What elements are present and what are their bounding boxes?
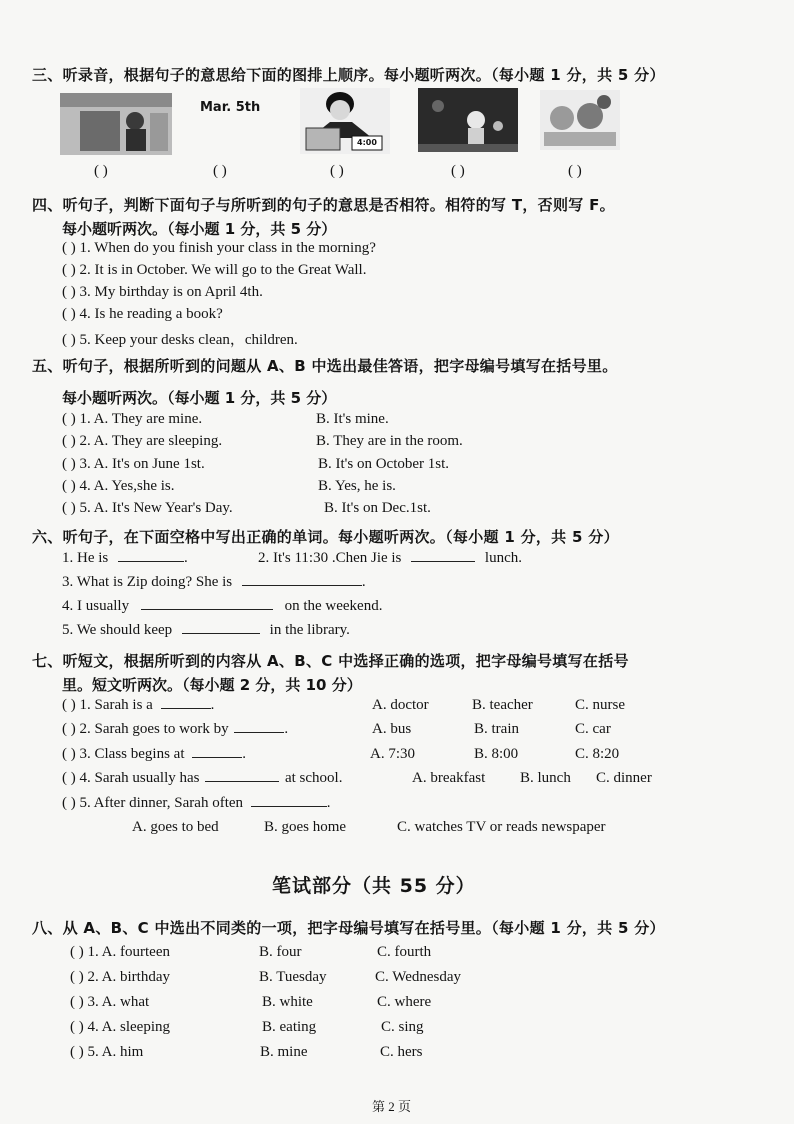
q1-answer-blank[interactable]	[118, 561, 184, 562]
answer-bracket[interactable]: ( )	[70, 944, 84, 960]
item-text: 1. When do you finish your class in the morning?	[79, 240, 376, 256]
s7-item-3-a: A. 7:30	[370, 746, 415, 762]
answer-blank	[192, 757, 242, 758]
section3-heading: 三、听录音，根据句子的意思给下面的图排上顺序。每小题听两次。（每小题 1 分，共 5 分）	[32, 66, 665, 84]
q2-text: 2. It's 11:30 .Chen Jie is	[258, 550, 402, 566]
q1-text: 1. He is	[62, 550, 109, 566]
s7-item-2-a: A. bus	[372, 721, 412, 737]
answer-blank	[205, 781, 279, 782]
s7-item-5: ( ) 5. After dinner, Sarah often .	[62, 795, 331, 811]
picture-5-bracket[interactable]: ( )	[568, 163, 582, 179]
s4-item-2	[62, 262, 366, 279]
option-a: 1. A. fourteen	[87, 944, 170, 960]
picture-3	[300, 88, 390, 154]
option-a: 4. A. sleeping	[87, 1019, 170, 1035]
section6-heading: 六、听句子，在下面空格中写出正确的单词。每小题听两次。（每小题 1 分，共 5 分）	[32, 528, 619, 546]
answer-bracket[interactable]: ( )	[62, 411, 76, 427]
picture-4-image	[418, 88, 518, 152]
s7-item-5-b: B. goes home	[264, 819, 347, 835]
q4-text-after: on the weekend.	[284, 598, 383, 614]
picture-2-bracket[interactable]: ( )	[213, 163, 227, 179]
s8-item-3-b: B. white	[262, 994, 313, 1010]
picture-4	[418, 88, 518, 152]
answer-bracket[interactable]: ( )	[62, 456, 76, 472]
answer-blank	[234, 732, 284, 733]
option-a: 4. A. Yes,she is.	[79, 478, 175, 494]
s5-item-1-b: B. It's mine.	[316, 411, 389, 427]
s8-item-4-b: B. eating	[262, 1019, 317, 1035]
s7-item-4-a: A. breakfast	[412, 770, 486, 786]
s7-item-1: ( ) 1. Sarah is a .	[62, 697, 215, 713]
section8-heading: 八、从 A、B、C 中选出不同类的一项，把字母编号填写在括号里。（每小题 1 分，共 5 分）	[32, 919, 665, 937]
answer-bracket[interactable]: ( )	[62, 478, 76, 494]
question-text: 1. Sarah is a	[79, 697, 153, 713]
answer-blank	[251, 806, 327, 807]
s5-item-1	[62, 411, 202, 428]
s7-item-3-c: C. 8:20	[575, 746, 620, 762]
section7-heading: 七、听短文，根据所听到的内容从 A、B、C 中选择正确的选项，把字母编号填写在括号	[32, 652, 629, 670]
option-a: 3. A. It's on June 1st.	[79, 456, 205, 472]
option-a: 5. A. him	[87, 1044, 144, 1060]
q4-answer-blank[interactable]	[141, 609, 273, 610]
answer-bracket[interactable]: ( )	[70, 1019, 84, 1035]
section5-heading: 五、听句子，根据所听到的问题从 A、B 中选出最佳答语，把字母编号填写在括号里。	[32, 357, 618, 375]
answer-bracket[interactable]: ( )	[70, 994, 84, 1010]
q5-text: 5. We should keep	[62, 622, 173, 638]
s5-item-3	[62, 456, 205, 473]
s6-q5	[62, 622, 350, 639]
q2-answer-blank[interactable]	[411, 561, 475, 562]
item-text: 2. It is in October. We will go to the Great Wall.	[79, 262, 367, 278]
s7-item-2: ( ) 2. Sarah goes to work by .	[62, 721, 289, 737]
s5-item-4	[62, 478, 175, 495]
picture-5-image	[540, 90, 620, 150]
s8-item-5-c: C. hers	[380, 1044, 423, 1060]
s4-item-1	[62, 240, 376, 257]
q5-text-after: in the library.	[269, 622, 350, 638]
clock-text: 4:00	[357, 138, 377, 147]
s5-item-4-b: B. Yes, he is.	[318, 478, 396, 494]
s8-item-5-b: B. mine	[260, 1044, 308, 1060]
picture-2-caption: Mar. 5th	[200, 100, 261, 115]
s5-item-2-b: B. They are in the room.	[316, 433, 463, 449]
s6-q2	[258, 550, 522, 567]
answer-bracket[interactable]: ( )	[70, 1044, 84, 1060]
page-number: 第 2 页	[372, 1099, 412, 1114]
answer-bracket[interactable]: ( )	[62, 284, 76, 300]
s8-item-2	[70, 969, 170, 986]
s7-item-4-c: C. dinner	[596, 770, 652, 786]
s6-q4	[62, 598, 382, 615]
answer-bracket[interactable]: ( )	[62, 240, 76, 256]
section4-subheading: 每小题听两次。（每小题 1 分，共 5 分）	[62, 220, 337, 238]
section7-subheading: 里。短文听两次。（每小题 2 分，共 10 分）	[62, 676, 362, 694]
s8-item-5	[70, 1044, 143, 1061]
s7-item-5-c: C. watches TV or reads newspaper	[397, 819, 606, 835]
s6-q3: 3. What is Zip doing? She is .	[62, 574, 366, 590]
option-a: 5. A. It's New Year's Day.	[79, 500, 233, 516]
s5-item-2	[62, 433, 222, 450]
s8-item-1-c: C. fourth	[377, 944, 432, 960]
s8-item-3-c: C. where	[377, 994, 432, 1010]
answer-bracket[interactable]: ( )	[62, 332, 76, 348]
s7-item-1-a: A. doctor	[372, 697, 429, 713]
q3-text: 3. What is Zip doing? She is	[62, 574, 233, 590]
s5-item-3-b: B. It's on October 1st.	[318, 456, 450, 472]
q2-text-after: lunch.	[484, 550, 522, 566]
q3-answer-blank[interactable]	[242, 585, 362, 586]
s7-item-1-c: C. nurse	[575, 697, 625, 713]
s7-item-2-b: B. train	[474, 721, 519, 737]
section4-heading: 四、听句子，判断下面句子与所听到的句子的意思是否相符。相符的写 T，否则写 F。	[32, 196, 615, 214]
section5-subheading: 每小题听两次。（每小题 1 分，共 5 分）	[62, 389, 337, 407]
answer-bracket[interactable]: ( )	[62, 262, 76, 278]
item-text: 3. My birthday is on April 4th.	[79, 284, 263, 300]
s8-item-4	[70, 1019, 170, 1036]
s8-item-1-b: B. four	[259, 944, 302, 960]
s8-item-2-b: B. Tuesday	[259, 969, 327, 985]
picture-1	[60, 93, 172, 155]
picture-4-bracket[interactable]: ( )	[451, 163, 465, 179]
picture-1-image	[60, 93, 172, 155]
picture-1-bracket[interactable]: ( )	[94, 163, 108, 179]
s5-item-5	[62, 500, 233, 517]
question-text: 5. After dinner, Sarah often	[79, 795, 244, 811]
option-a: 2. A. birthday	[87, 969, 170, 985]
answer-bracket[interactable]: ( )	[62, 306, 76, 322]
answer-bracket[interactable]: ( )	[62, 770, 76, 786]
question-text: 4. Sarah usually has	[79, 770, 200, 786]
s4-item-5	[62, 328, 298, 349]
s7-item-1-b: B. teacher	[472, 697, 533, 713]
s7-item-3-b: B. 8:00	[474, 746, 519, 762]
option-a: 2. A. They are sleeping.	[79, 433, 223, 449]
s7-item-3: ( ) 3. Class begins at .	[62, 746, 246, 762]
s4-item-3	[62, 284, 263, 301]
answer-bracket[interactable]: ( )	[62, 721, 76, 737]
answer-bracket[interactable]: ( )	[62, 433, 76, 449]
s7-item-2-c: C. car	[575, 721, 611, 737]
s4-item-4	[62, 306, 223, 323]
question-text: 3. Class begins at	[79, 746, 185, 762]
answer-bracket[interactable]: ( )	[62, 500, 76, 516]
item-text: 5. Keep your desks clean，children.	[79, 332, 298, 348]
s7-item-4-b: B. lunch	[520, 770, 571, 786]
q4-text: 4. I usually	[62, 598, 130, 614]
s8-item-3	[70, 994, 149, 1011]
question-text: 2. Sarah goes to work by	[79, 721, 229, 737]
answer-bracket[interactable]: ( )	[70, 969, 84, 985]
s7-item-5-a: A. goes to bed	[132, 819, 219, 835]
answer-bracket[interactable]: ( )	[62, 697, 76, 713]
s8-item-1	[70, 944, 170, 961]
question-text-after: at school.	[284, 770, 343, 786]
s8-item-2-c: C. Wednesday	[375, 969, 462, 985]
written-part-title: 笔试部分（共 55 分）	[272, 875, 476, 897]
s7-item-4	[62, 770, 342, 787]
option-a: 3. A. what	[87, 994, 150, 1010]
answer-bracket[interactable]: ( )	[62, 795, 76, 811]
item-text: 4. Is he reading a book?	[79, 306, 223, 322]
answer-bracket[interactable]: ( )	[62, 746, 76, 762]
answer-blank	[161, 708, 211, 709]
picture-5	[540, 90, 620, 150]
s6-q1: 1. He is .	[62, 550, 188, 566]
option-a: 1. A. They are mine.	[79, 411, 203, 427]
q5-answer-blank[interactable]	[182, 633, 260, 634]
s5-item-5-b: B. It's on Dec.1st.	[324, 500, 431, 516]
picture-3-bracket[interactable]: ( )	[330, 163, 344, 179]
s8-item-4-c: C. sing	[381, 1019, 424, 1035]
